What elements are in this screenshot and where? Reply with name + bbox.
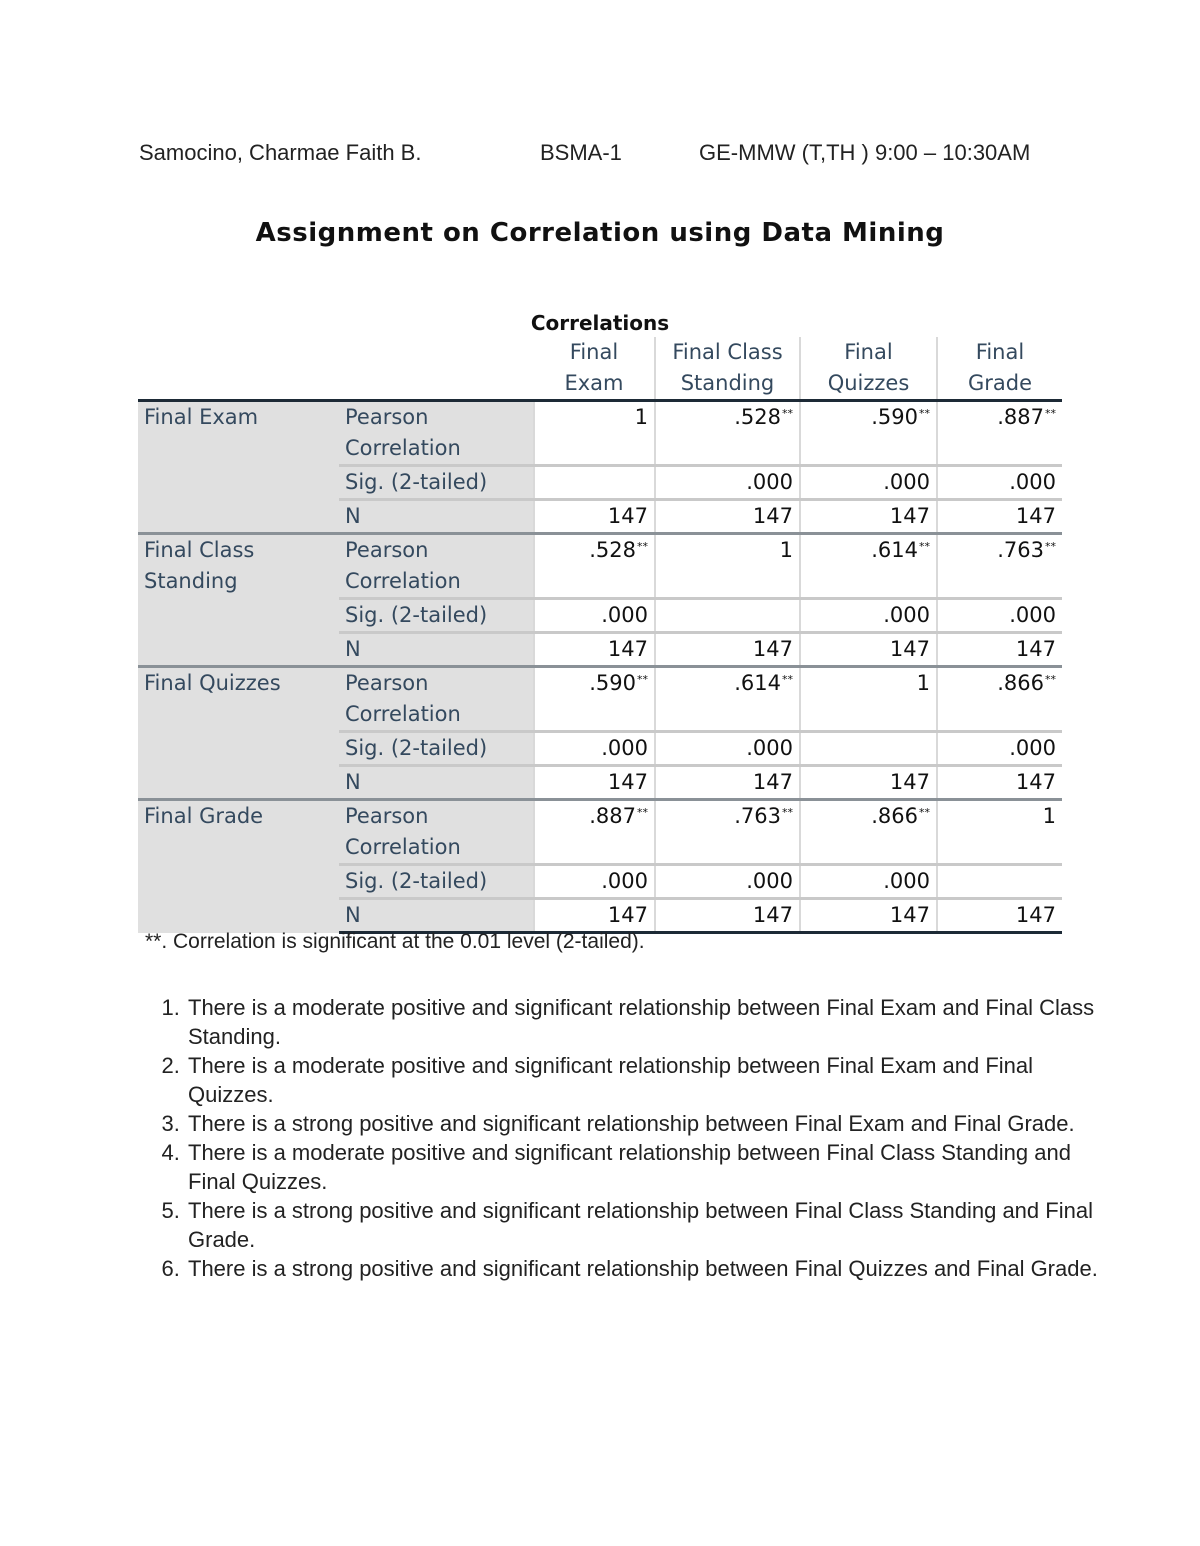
table-cell [937,899,1062,933]
table-cell [655,800,800,865]
table-footnote: **. Correlation is significant at the 0.01 level (2-tailed). [145,930,645,953]
column-header: Final Class Standing [655,337,800,401]
cell-value: .763 [734,804,781,828]
cell-value: 147 [1015,770,1056,794]
table-cell [534,534,655,599]
cell-value: 147 [1015,504,1056,528]
cell-value: 147 [607,637,648,661]
significance-marker: ** [919,806,930,819]
cell-value: .000 [1009,603,1056,627]
table-cell [534,732,655,766]
table-cell [534,500,655,534]
significance-marker: ** [782,806,793,819]
cell-value: .614 [871,538,918,562]
row-header: Final Exam [138,401,339,534]
column-header: Final Grade [937,337,1062,401]
table-cell [655,633,800,667]
significance-marker: ** [637,540,648,553]
table-cell [800,800,937,865]
finding-item: 4. There is a moderate positive and significant relationship between Final Class Standing and Final Quizzes. [186,1138,1106,1196]
table-cell [655,865,800,899]
cell-value: .000 [883,869,930,893]
table-row [138,800,1062,865]
table-cell [655,401,800,466]
stat-label: Sig. (2-tailed) [339,599,534,633]
finding-item: 3. There is a strong positive and significant relationship between Final Exam and Final Grade. [186,1109,1106,1138]
significance-marker: ** [919,540,930,553]
table-cell [534,899,655,933]
table-cell [800,732,937,766]
table-cell [937,500,1062,534]
cell-value: 1 [1042,804,1056,828]
table-cell [534,633,655,667]
table-cell [534,667,655,732]
table-title: Correlations [530,311,670,335]
correlations-table [138,337,1062,934]
finding-item: 5. There is a strong positive and significant relationship between Final Class Standing and Final Grade. [186,1196,1106,1254]
cell-value: 147 [607,504,648,528]
cell-value: .000 [746,736,793,760]
cell-value: 147 [607,770,648,794]
table-cell [655,766,800,800]
cell-value: 147 [889,504,930,528]
cell-value: .866 [997,671,1044,695]
cell-value: .763 [997,538,1044,562]
cell-value: .000 [1009,470,1056,494]
cell-value: 1 [779,538,793,562]
stat-label: Sig. (2-tailed) [339,865,534,899]
table-cell [800,466,937,500]
cell-value: .000 [601,869,648,893]
significance-marker: ** [1045,673,1056,686]
cell-value: .000 [746,470,793,494]
table-row [138,401,1062,466]
stat-label: Pearson Correlation [339,800,534,865]
significance-marker: ** [782,673,793,686]
stat-label: N [339,766,534,800]
cell-value: .590 [589,671,636,695]
cell-value: 147 [752,903,793,927]
significance-marker: ** [637,673,648,686]
table-cell [937,401,1062,466]
cell-value: 147 [889,637,930,661]
stat-label: Sig. (2-tailed) [339,732,534,766]
cell-value: .866 [871,804,918,828]
cell-value: .887 [997,405,1044,429]
stat-label: N [339,633,534,667]
cell-value: .614 [734,671,781,695]
table-cell [937,667,1062,732]
cell-value: 147 [1015,637,1056,661]
significance-marker: ** [782,407,793,420]
table-cell [800,500,937,534]
table-cell [937,599,1062,633]
cell-value: 147 [752,637,793,661]
cell-value: 147 [889,770,930,794]
stat-label: N [339,899,534,933]
cell-value: .000 [601,603,648,627]
significance-marker: ** [919,407,930,420]
cell-value: .528 [589,538,636,562]
column-header: Final Quizzes [800,337,937,401]
cell-value: .000 [746,869,793,893]
table-cell [655,667,800,732]
stat-label: Pearson Correlation [339,401,534,466]
finding-item: 6. There is a strong positive and significant relationship between Final Quizzes and Final Grade. [186,1254,1106,1283]
cell-value: 147 [1015,903,1056,927]
table-cell [534,800,655,865]
table-cell [937,534,1062,599]
stat-label: Sig. (2-tailed) [339,466,534,500]
cell-value: 147 [752,770,793,794]
table-cell [534,466,655,500]
table-cell [655,599,800,633]
row-header: Final Class Standing [138,534,339,667]
cell-value: .590 [871,405,918,429]
table-cell [800,633,937,667]
table-cell [534,599,655,633]
cell-value: .000 [883,470,930,494]
table-cell [937,800,1062,865]
table-cell [937,466,1062,500]
table-cell [800,865,937,899]
table-cell [534,766,655,800]
cell-value: 1 [634,405,648,429]
cell-value: .000 [1009,736,1056,760]
finding-item: 1. There is a moderate positive and significant relationship between Final Exam and Final Class Standing. [186,993,1106,1051]
row-header: Final Grade [138,800,339,933]
stat-label: Pearson Correlation [339,667,534,732]
header-blank [339,337,534,401]
table-row [138,534,1062,599]
stat-label: Pearson Correlation [339,534,534,599]
table-cell [800,401,937,466]
table-cell [800,534,937,599]
significance-marker: ** [1045,407,1056,420]
table-cell [800,667,937,732]
table-cell [800,599,937,633]
table-cell [937,865,1062,899]
finding-item: 2. There is a moderate positive and significant relationship between Final Exam and Final Quizzes. [186,1051,1106,1109]
program-code: BSMA-1 [540,140,622,165]
table-cell [655,732,800,766]
header-blank [138,337,339,401]
table-cell [800,899,937,933]
table-cell [534,401,655,466]
course-schedule: GE-MMW (T,TH ) 9:00 – 10:30AM [699,140,1031,165]
significance-marker: ** [637,806,648,819]
stat-label: N [339,500,534,534]
student-name: Samocino, Charmae Faith B. [139,140,422,165]
table-cell [937,633,1062,667]
table-row [138,667,1062,732]
table-cell [655,500,800,534]
table-cell [655,534,800,599]
significance-marker: ** [1045,540,1056,553]
cell-value: 147 [752,504,793,528]
table-cell [937,766,1062,800]
cell-value: 1 [916,671,930,695]
table-cell [655,466,800,500]
column-header: Final Exam [564,340,624,395]
findings-list [138,993,1106,1283]
table-cell [800,766,937,800]
table-cell [655,899,800,933]
row-header: Final Quizzes [138,667,339,800]
cell-value: .887 [589,804,636,828]
cell-value: .000 [601,736,648,760]
document-title: Assignment on Correlation using Data Mining [255,218,945,248]
table-header-row [138,337,1062,401]
cell-value: 147 [607,903,648,927]
cell-value: .000 [883,603,930,627]
cell-value: 147 [889,903,930,927]
cell-value: .528 [734,405,781,429]
table-cell [534,865,655,899]
table-body [138,401,1062,933]
table-cell [937,732,1062,766]
